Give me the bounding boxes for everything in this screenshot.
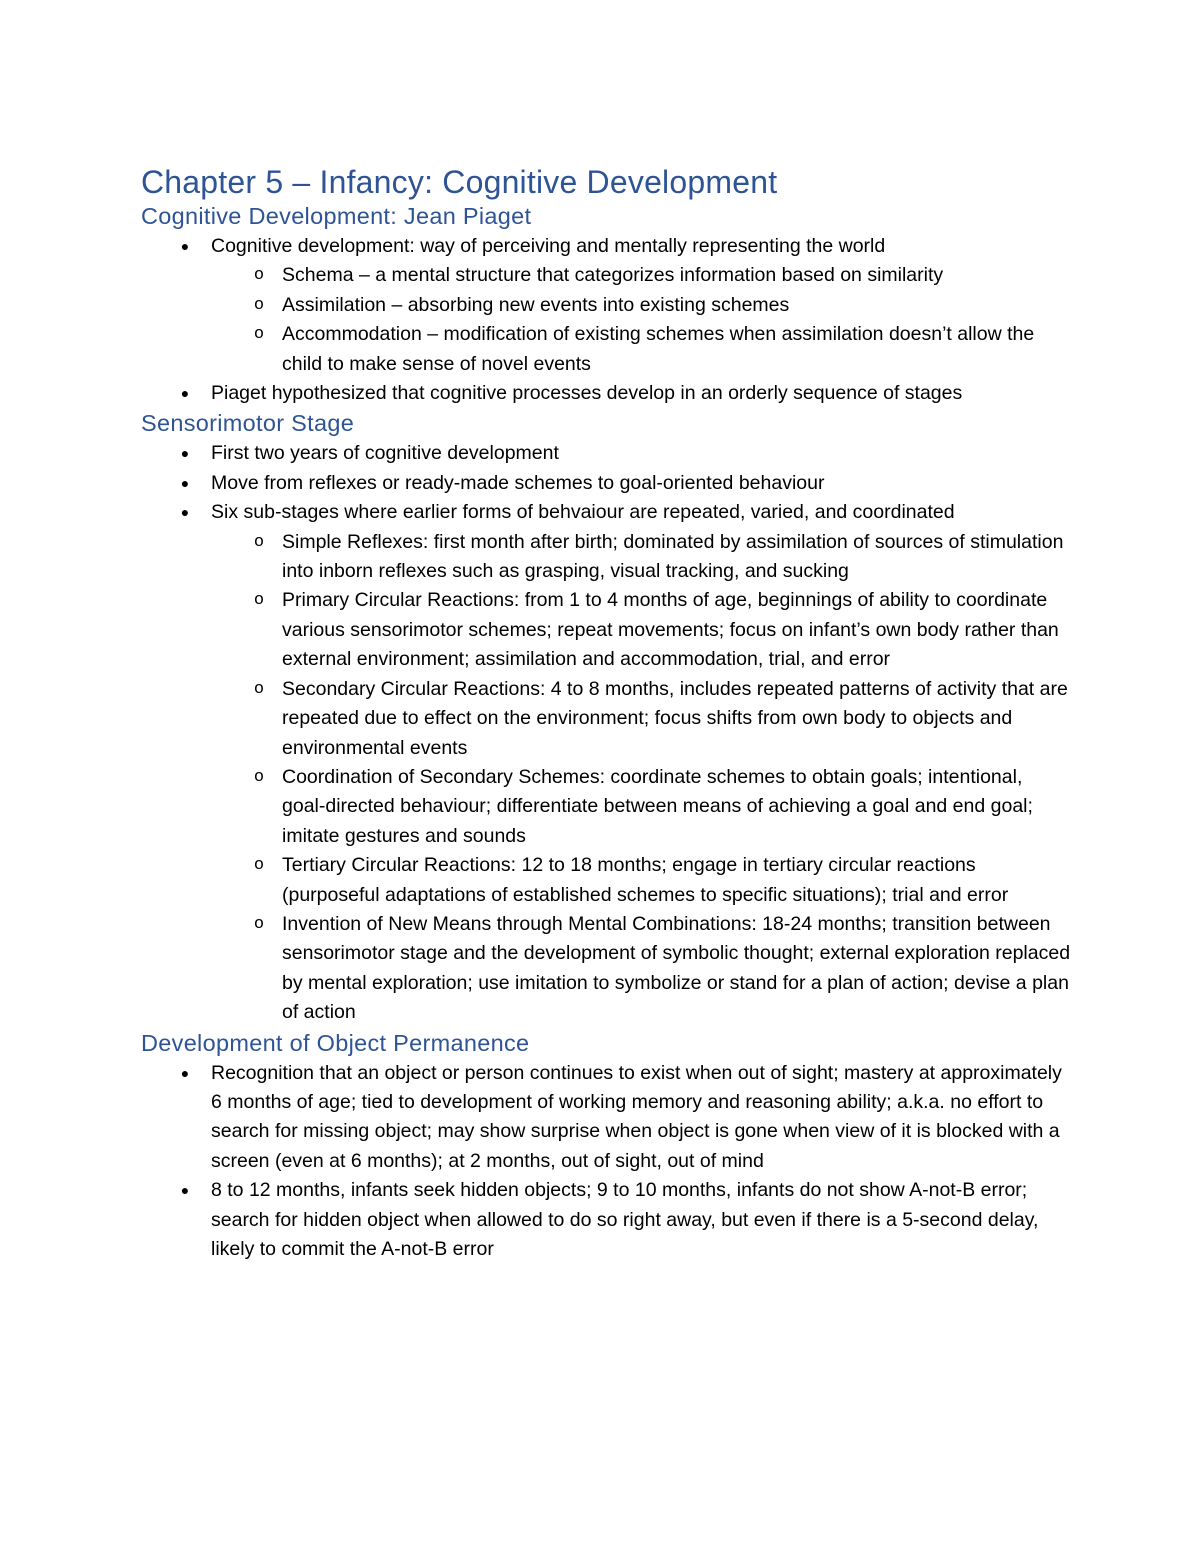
circle-bullet-icon: o [253,679,265,699]
list-item-text: Recognition that an object or person continues to exist when out of sight; mastery at approximately 6 months of age; tied to development of working memory and reasoning ability; a.k.a. no effort to search for missing object; may show surprise when object is gone when view of it is blocked with a screen (even at 6 months); at 2 months, out of sight, out of mind [211,1061,1062,1172]
bullet-icon: ● [180,1064,190,1081]
sub-list-item-text: Simple Reflexes: first month after birth; dominated by assimilation of sources of stimulation into inborn reflexes such as grasping, visual tracking, and sucking [282,530,1064,583]
list-item [141,379,1071,408]
sections-container [141,201,1071,1264]
sub-list-item [211,586,1071,674]
bullet-icon: ● [180,445,190,462]
sub-list-item-text: Primary Circular Reactions: from 1 to 4 months of age, beginnings of ability to coordinate various sensorimotor schemes; repeat movements; focus on infant’s own body rather than external environment; assimilation and accommodation, trial, and error [282,589,1059,671]
sub-list-item [211,851,1071,910]
chapter-title: Chapter 5 – Infancy: Cognitive Development [141,164,778,200]
sub-list-item [211,291,1071,320]
section-heading: Cognitive Development: Jean Piaget [141,203,532,229]
sub-list-item [211,528,1071,587]
sub-list-item-text: Schema – a mental structure that categorizes information based on similarity [282,264,944,287]
list-item-text: First two years of cognitive development [211,442,559,465]
bullet-list [141,1059,1071,1265]
list-item-text: Six sub-stages where earlier forms of behvaiour are repeated, varied, and coordinated [211,501,955,524]
list-item-text: Piaget hypothesized that cognitive processes develop in an orderly sequence of stages [211,382,963,405]
list-item [141,469,1071,498]
document-page [141,163,1071,1264]
circle-bullet-icon: o [253,325,265,345]
list-item-text: 8 to 12 months, infants seek hidden objects; 9 to 10 months, infants do not show A-not-B error; search for hidden object when allowed to do so right away, but even if there is a 5-second delay, likely to commit the A-not-B error [211,1179,1039,1260]
sub-bullet-list [211,528,1071,1028]
bullet-icon: ● [180,238,190,254]
section-heading: Development of Object Permanence [141,1029,530,1056]
sub-list-item [211,675,1071,763]
bullet-icon: ● [180,474,190,491]
circle-bullet-icon: o [253,767,265,787]
sub-list-item-text: Coordination of Secondary Schemes: coordinate schemes to obtain goals; intentional, goal-directed behaviour; differentiate between means of achieving a goal and end goal; imitate gestures and sounds [282,765,1033,847]
circle-bullet-icon: o [253,295,265,315]
sub-list-item-text: Accommodation – modification of existing schemes when assimilation doesn’t allow the child to make sense of novel events [282,323,1035,375]
bullet-icon: ● [180,504,190,521]
list-item [141,232,1071,379]
bullet-list [141,439,1071,1027]
list-item [141,1059,1071,1177]
sub-list-item-text: Assimilation – absorbing new events into existing schemes [282,293,790,316]
list-item [141,1176,1071,1264]
section-heading: Sensorimotor Stage [141,410,355,437]
bullet-icon: ● [180,385,190,402]
circle-bullet-icon: o [253,266,265,286]
bullet-list [141,232,1071,408]
sub-list-item [211,763,1071,851]
sub-bullet-list [211,261,1071,379]
list-item [141,498,1071,1027]
sub-list-item-text: Invention of New Means through Mental Combinations: 18-24 months; transition between sensorimotor stage and the development of symbolic thought; external exploration replaced by mental exploration; use imitation to symbolize or stand for a plan of action; devise a plan of action [282,912,1071,1024]
sub-list-item-text: Secondary Circular Reactions: 4 to 8 months, includes repeated patterns of activity that are repeated due to effect on the environment; focus shifts from own body to objects and environmental events [282,677,1068,759]
sub-list-item-text: Tertiary Circular Reactions: 12 to 18 months; engage in tertiary circular reactions (purposeful adaptations of established schemes to specific situations); trial and error [282,854,1009,906]
sub-list-item [211,320,1071,379]
circle-bullet-icon: o [253,914,265,934]
list-item-text: Cognitive development: way of perceiving and mentally representing the world [211,235,886,257]
circle-bullet-icon: o [253,532,265,552]
list-item [141,439,1071,468]
bullet-icon: ● [180,1182,190,1199]
list-item-text: Move from reflexes or ready-made schemes to goal-oriented behaviour [211,471,825,494]
circle-bullet-icon: o [253,856,265,876]
circle-bullet-icon: o [253,591,265,611]
sub-list-item [211,910,1071,1028]
sub-list-item [211,261,1071,290]
